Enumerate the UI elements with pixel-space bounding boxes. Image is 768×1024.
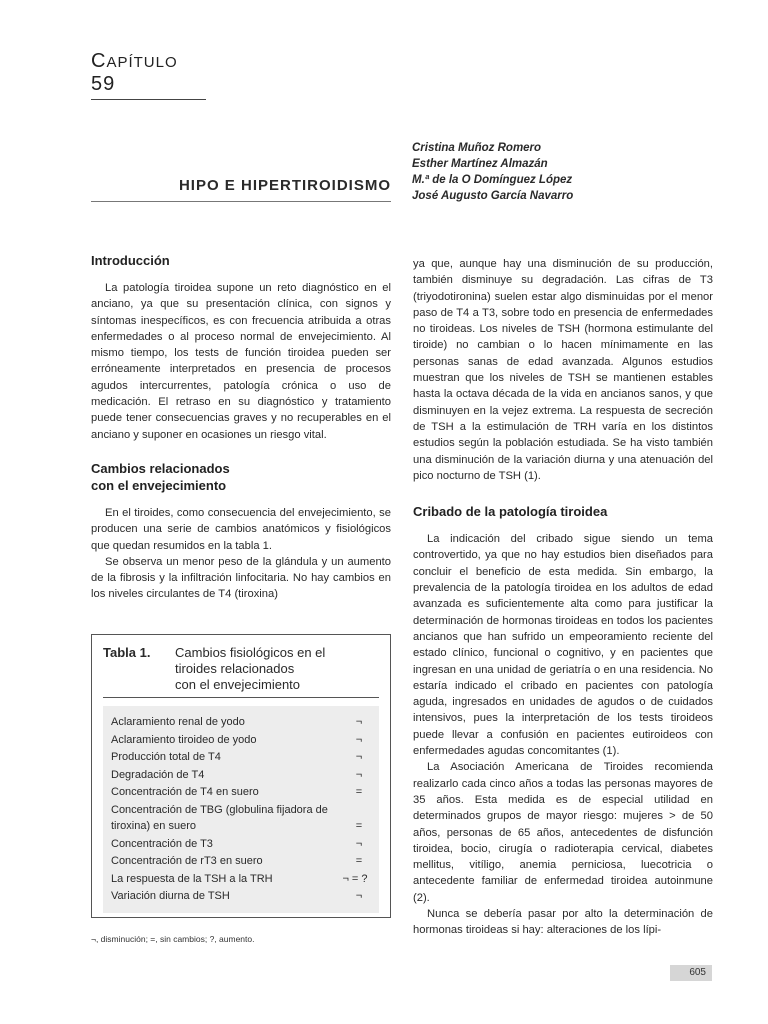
table-cell-symbol: ¬ — [355, 716, 363, 728]
cambios-heading-line1: Cambios relacionados — [91, 460, 230, 476]
table-cell-symbol: = — [355, 855, 363, 868]
author-list — [412, 140, 712, 204]
table-cell-symbol: ¬ — [355, 890, 363, 903]
cribado-heading: Cribado de la patología tiroidea — [413, 504, 608, 520]
chapter-number: 59 — [91, 73, 116, 95]
intro-heading: Introducción — [91, 253, 170, 268]
intro-paragraph: La patología tiroidea supone un reto diagnóstico en el anciano, ya que su presentación clínica, con signos y síntomas inespecíficos, es con frecuencia atribuida a otras enfermedades o al proceso normal de envejecimiento. Al mismo tiempo, los tests de función tiroidea pueden ser erróneamente interpretados en presencia de procesos agudos intercurrentes, patología crónica o uso de medicación. El retraso en su diagnóstico y tratamiento puede tener consecuencias graves y no recuperables en el anciano y suponer en ocasiones un riesgo vital. — [91, 282, 391, 441]
table-cell-item: Concentración de T4 en suero — [111, 786, 259, 799]
table-cell-symbol: = — [355, 786, 363, 799]
author: José Augusto García Navarro — [412, 190, 574, 202]
table-cell-item: Producción total de T4 — [111, 751, 221, 764]
chapter-title: HIPO E HIPERTIROIDISMO — [91, 177, 391, 202]
table-cell-item: Concentración de TBG (globulina fijadora de tiroxina) en suero — [111, 803, 328, 832]
table-caption-line: con el envejecimiento — [175, 677, 301, 692]
table-row — [111, 836, 371, 852]
continuation-paragraph: ya que, aunque hay una disminución de su producción, también disminuye su degradación. Las cifras de T3 (triyodotironina) suelen estar algo disminuidas por el menor paso de T4 a T3, sobre todo en presencia de enfermedades no tiroideas. Los niveles de TSH (hormona estimulante del tiroide) no cambian o lo hacen mínimamente en las personas sanas de edad avanzada. Algunos estudios muestran que los niveles de TSH se mantienen estables hasta la octava década de la vida en ancianos sanos, y que disminuyen en la vejez extrema. La respuesta de secreción de TSH a la estimulación de TRH varía en los distintos estudios según la población estudiada. Se ha visto también una disminución de la variación diurna y una atenuación del pico nocturno de TSH (1). — [413, 258, 713, 482]
page-number: 605 — [670, 965, 712, 981]
table-caption — [175, 645, 379, 693]
table-cell-symbol: ¬ — [355, 751, 363, 764]
cambios-paragraph-2: Se observa un menor peso de la glándula y un aumento de la fibrosis y la infiltración linfocitaria. No hay cambios en los niveles circulantes de T4 (tiroxina) — [91, 555, 391, 601]
table-row — [111, 802, 371, 834]
table-cell-symbol: ¬ — [355, 733, 363, 746]
table-cell-item: La respuesta de la TSH a la TRH — [111, 872, 273, 885]
table-row — [111, 749, 371, 765]
cribado-paragraph-3: Nunca se debería pasar por alto la determinación de hormonas tiroideas si hay: alteraciones de los lípi- — [413, 907, 713, 937]
table-cell-item: Aclaramiento renal de yodo — [111, 716, 245, 728]
cribado-paragraph-2: La Asociación Americana de Tiroides recomienda realizarlo cada cinco años a todas las personas mayores de 35 años. Esta medida es de especial utilidad en determinados grupos de mayor riesgo: mujeres > de 50 años, personas de 65 años, antecedentes de disfunción tiroidea, bocio, cirugía o radioterapia cervical, diabetes mellitus, vitíligo, anemia perniciosa, luecotricia o antecedente familiar de enfermedad tiroidea autoinmune (2). — [413, 761, 713, 904]
table-cell-item: Aclaramiento tiroideo de yodo — [111, 733, 257, 746]
table-row — [111, 767, 371, 783]
left-column — [91, 252, 391, 603]
table-cell-item: Concentración de rT3 en suero — [111, 855, 263, 868]
author: Cristina Muñoz Romero — [412, 142, 542, 154]
chapter-word: APÍTULO — [106, 54, 178, 71]
table-row — [111, 871, 371, 887]
table-cell-item: Degradación de T4 — [111, 768, 205, 781]
table-label: Tabla 1. — [103, 645, 151, 660]
author: Esther Martínez Almazán — [412, 158, 548, 170]
table-caption-line: Cambios fisiológicos en el — [175, 645, 326, 660]
table-header — [103, 645, 379, 698]
table-row — [111, 888, 371, 904]
table-row — [111, 853, 371, 869]
table-cell-symbol: ¬ — [355, 837, 363, 850]
cribado-paragraph-1: La indicación del cribado sigue siendo un tema controvertido, ya que no hay estudios bien diseñados para concluir el beneficio de esta medida. Sin embargo, la prevalencia de la patología tiroidea en los adultos de edad avanzada es suficientemente alta como para justificar la determinación de hormonas tiroideas en todos los pacientes ancianos que han sufrido un empeoramiento reciente del estado clínico, funcional o cognitivo, y en pacientes que ingresan en una unidad de geriatría o en una residencia. No estaría indicado el cribado en pacientes con patología aguda, ingresados en unidades de agudos o de cuidados intensivos, pues la interpretación de los tests tiroideos puede llevar a confusión en pacientes eutiroideos con enfermedades agudas concomitantes (1). — [413, 533, 713, 758]
cambios-heading — [91, 460, 391, 494]
cambios-paragraph-1: En el tiroides, como consecuencia del envejecimiento, se producen una serie de cambios anatómicos y fisiológicos que quedan resumidos en la tabla 1. — [91, 506, 391, 552]
table-cell-item: Concentración de T3 — [111, 837, 213, 850]
table-row — [111, 714, 371, 730]
author: M.ª de la O Domínguez López — [412, 174, 573, 186]
table-cell-item: Variación diurna de TSH — [111, 890, 230, 903]
table-1 — [91, 634, 391, 918]
table-cell-symbol: = — [355, 819, 363, 832]
cambios-heading-line2: con el envejecimiento — [91, 477, 227, 493]
chapter-heading — [91, 50, 206, 100]
table-caption-line: tiroides relacionados — [175, 661, 295, 676]
right-column — [413, 256, 713, 939]
chapter-first-letter: C — [91, 50, 107, 72]
table-cell-symbol: ¬ = ? — [342, 872, 368, 885]
table-row — [111, 784, 371, 800]
table-footnote: ¬, disminución; =, sin cambios; ?, aumento. — [91, 934, 255, 944]
table-row — [111, 732, 371, 748]
table-cell-symbol: ¬ — [355, 768, 363, 781]
table-body — [103, 706, 379, 913]
